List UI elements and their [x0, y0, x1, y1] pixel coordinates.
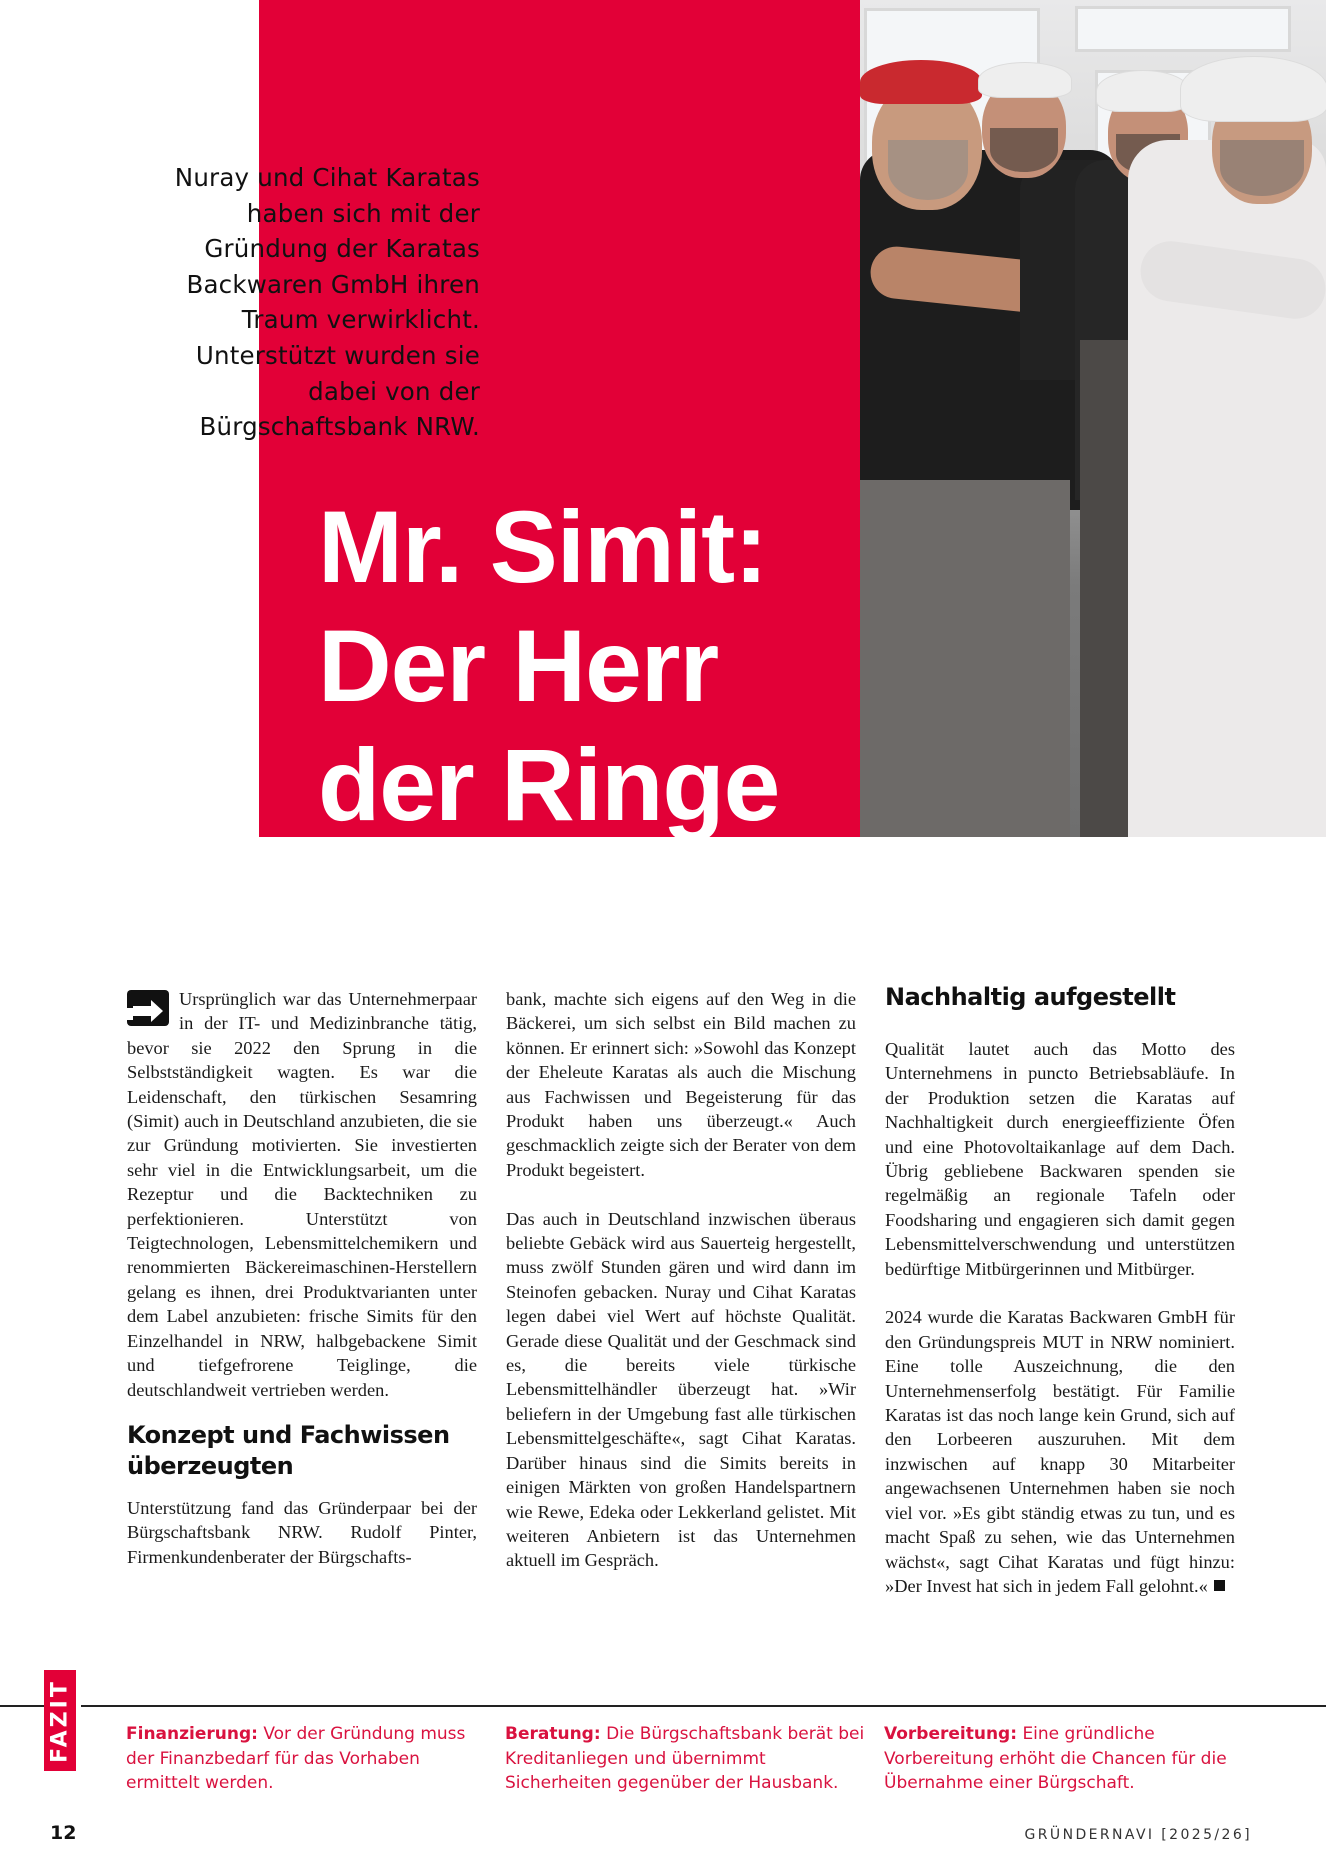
fazit-item-title: Beratung: [505, 1724, 601, 1744]
paragraph: Das auch in Deutschland inzwischen überaus beliebte Gebäck wird aus Sauerteig hergestellt, muss zwölf Stunden gären und wird dann im Steinofen gebacken. Nuray und Cihat Karatas legen dabei viel Wert auf höchste Qualität. Gerade diese Qualität und der Geschmack sind es, die bereits viele türkische Lebensmittelhändler überzeugt hat. »Wir beliefern in der Umgebung fast alle türkischen Lebensmittelgeschäfte«, sagt Cihat Karatas. Darüber hinaus sind die Simits bereits in einigen Märkten von großen Handelspartnern wie Rewe, Edeka oder Lekkerland gelistet. Mit weiteren Anbietern ist das Unternehmen aktuell im Gespräch. [506, 1208, 856, 1571]
paragraph-final [885, 1305, 1235, 1598]
fazit-item-finanzierung [126, 1722, 496, 1796]
fazit-item-text: Eine gründliche Vorbereitung erhöht die Chancen für die Übernahme einer Bürgschaft. [884, 1724, 1227, 1793]
intro-line: Nuray und Cihat Karatas [174, 163, 480, 192]
intro-teaser [120, 160, 480, 445]
intro-line: dabei von der [308, 376, 480, 406]
fazit-item-vorbereitung [884, 1722, 1254, 1796]
intro-line: Unterstützt wurden sie [195, 340, 480, 370]
intro-line: haben sich mit der [246, 198, 480, 228]
lead-paragraph [127, 987, 477, 1402]
article-column-3 [885, 983, 1235, 1598]
publication-name: GRÜNDERNAVI [2025/26] [1024, 1827, 1252, 1843]
photo-window [1075, 6, 1291, 52]
intro-line: Traum verwirklicht. [241, 305, 480, 335]
intro-line: Gründung der Karatas [204, 234, 480, 264]
intro-line: Bürgschaftsbank NRW. [199, 412, 480, 442]
article-column-2 [506, 987, 856, 1573]
subhead-nachhaltig: Nachhaltig aufgestellt [885, 983, 1176, 1011]
page-number: 12 [50, 1822, 77, 1844]
intro-line: Backwaren GmbH ihren [186, 269, 480, 299]
fazit-item-text: Vor der Gründung muss der Finanzbedarf für das Vorhaben ermittelt werden. [126, 1724, 466, 1793]
lead-paragraph-text: Ursprünglich war das Unternehmerpaar in der IT- und Medizinbranche tätig, bevor sie 2022 den Sprung in die Selbstständigkeit wagten. Es war die Leidenschaft, den türkischen Sesamring (Simit) auch in Deutschland anzubieten, die sie zur Gründung motivierten. Sie investierten sehr viel in die Entwicklungsarbeit, um die Rezeptur und die Backtechniken zu perfektionieren. Unterstützt von Teigtechnologen, Lebensmittelchemikern und renommierten Bäckereimaschinen-Herstellern gelang es ihnen, drei Produktvarianten unter dem Label anzubieten: frische Simits für den Einzelhandel in NRW, halbgebackene Simit und tiefgefrorene Teiglinge, die deutschlandweit vertrieben werden. [127, 989, 477, 1400]
fazit-label-box [44, 1670, 76, 1771]
fazit-item-beratung [505, 1722, 875, 1796]
fazit-label: FAZIT [47, 1678, 73, 1763]
paragraph: bank, machte sich eigens auf den Weg in die Bäckerei, um sich selbst ein Bild machen zu können. Er erinnert sich: »Sowohl das Konzept der Eheleute Karatas als auch die Mischung aus Fachwissen und Begeisterung für das Produkt haben uns überzeugt.« Auch geschmacklich zeigte sich der Berater von dem Produkt begeistert. [506, 989, 856, 1180]
fazit-item-title: Vorbereitung: [884, 1724, 1018, 1744]
fazit-divider-left [0, 1705, 44, 1707]
hero-photo [860, 0, 1326, 837]
headline-line: Mr. Simit: [318, 490, 768, 604]
headline-line: der Ringe [318, 728, 780, 842]
fazit-divider [81, 1705, 1326, 1707]
paragraph: Qualität lautet auch das Motto des Unternehmens in puncto Betriebsabläufe. In der Produktion setzen die Karatas auf Nachhaltigkeit durch energieeffiziente Öfen und eine Photovoltaikanlage auf dem Dach. Übrig gebliebene Backwaren spenden sie regelmäßig an regionale Tafeln oder Foodsharing und engagieren sich damit gegen Lebensmittelverschwendung und unterstützen bedürftige Mitbürgerinnen und Mitbürger. [885, 1039, 1235, 1279]
headline-line: Der Herr [318, 609, 719, 723]
article-column-1 [127, 987, 477, 1569]
fazit-item-text: Die Bürgschaftsbank berät bei Kreditanliegen und übernimmt Sicherheiten gegenüber der Hausbank. [505, 1724, 865, 1793]
subhead-konzept: Konzept und Fachwissen überzeugten [127, 1420, 450, 1480]
paragraph: Unterstützung fand das Gründerpaar bei der Bürgschaftsbank NRW. Rudolf Pinter, Firmenkundenberater der Bürgschafts- [127, 1497, 477, 1567]
fazit-item-title: Finanzierung: [126, 1724, 258, 1744]
end-square-icon [1214, 1580, 1225, 1591]
paragraph-final-text: 2024 wurde die Karatas Backwaren GmbH für den Gründungspreis MUT in NRW nominiert. Eine tolle Auszeichnung, die den Unternehmenserfolg bestätigt. Für Familie Karatas ist das noch lange kein Grund, sich auf den Lorbeeren auszuruhen. Mit dem inzwischen auf knapp 30 Mitarbeiter angewachsenen Unternehmen haben sie noch viel vor. »Es gibt ständig etwas zu tun, und es macht Spaß zu sehen, wie das Unternehmen wächst«, sagt Cihat Karatas und fügt hinzu: »Der Invest hat sich in jedem Fall gelohnt.« [885, 1307, 1235, 1596]
article-headline [318, 488, 858, 845]
arrow-right-icon [127, 990, 169, 1026]
